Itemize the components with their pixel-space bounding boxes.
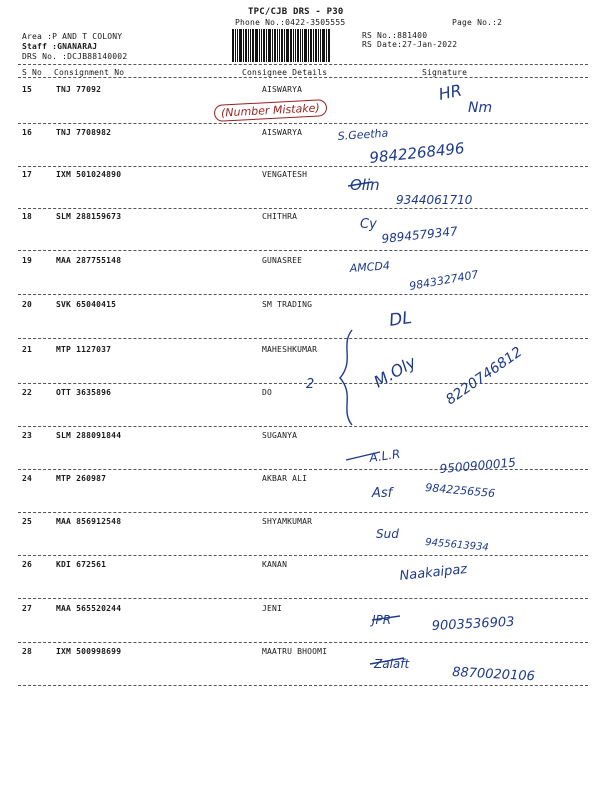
divider [18,64,588,65]
row-sno: 15 [22,85,33,94]
handwritten-text: 9344061710 [396,193,473,207]
handwritten-text: 9894579347 [380,224,459,246]
row-consignment: MTP 260987 [56,474,107,483]
row-consignment: SLM 288159673 [56,212,122,221]
handwritten-text: 9843327407 [408,267,480,293]
handwritten-text: 9003536903 [431,614,515,634]
handwritten-text: Nm [468,100,493,116]
divider [18,77,588,78]
row-consignee: CHITHRA [262,212,298,221]
col-header-consignee: Consignee Details [242,68,328,77]
strike-mark [346,452,380,460]
row-divider [18,383,588,384]
handwritten-text: S.Geetha [337,126,389,143]
row-sno: 23 [22,431,33,440]
row-consignee: JENI [262,604,283,613]
row-divider [18,555,588,556]
row-divider [18,685,588,686]
row-divider [18,469,588,470]
row-consignment: MTP 1127037 [56,345,112,354]
row-sno: 28 [22,647,33,656]
row-sno: 26 [22,560,33,569]
row-sno: 25 [22,517,33,526]
row-consignment: KDI 672561 [56,560,107,569]
handwritten-text: Sud [376,527,399,541]
handwritten-text: 8220746812 [443,344,526,409]
row-divider [18,642,588,643]
row-sno: 18 [22,212,33,221]
strike-mark [372,616,400,620]
row-divider [18,123,588,124]
number-mistake-note: (Number Mistake) [214,99,327,122]
handwritten-text: A.L.R [368,446,402,465]
area-label: Area :P AND T COLONY [22,32,123,41]
handwritten-text: 2 [306,377,315,392]
handwritten-text: Naakaipaz [398,561,468,584]
drs-number: DRS No. :DCJB88140002 [22,52,128,61]
handwritten-text: 9455613934 [424,537,490,554]
row-consignment: IXM 501024890 [56,170,122,179]
row-divider [18,250,588,251]
row-divider [18,512,588,513]
row-consignee: SM TRADING [262,300,313,309]
handwritten-text: JPR [372,613,392,627]
row-consignment: MAA 287755148 [56,256,122,265]
row-sno: 17 [22,170,33,179]
row-consignment: SLM 288091844 [56,431,122,440]
col-header-signature: Signature [422,68,468,77]
row-consignment: IXM 500998699 [56,647,122,656]
row-consignee: KANAN [262,560,288,569]
row-divider [18,338,588,339]
row-divider [18,598,588,599]
row-consignee: AKBAR ALI [262,474,308,483]
row-consignee: SUGANYA [262,431,298,440]
handwritten-text: 9842256556 [424,481,496,501]
row-consignee: MAHESHKUMAR [262,345,318,354]
row-consignment: MAA 565520244 [56,604,122,613]
handwritten-text: 9500900015 [439,455,517,476]
row-sno: 21 [22,345,33,354]
rs-number: RS No.:881400 [362,31,428,40]
row-consignment: TNJ 7708982 [56,128,112,137]
row-sno: 19 [22,256,33,265]
document-title: TPC/CJB DRS - P30 [248,7,344,17]
handwritten-text: Olin [350,176,380,194]
barcode-image [232,29,354,62]
row-sno: 27 [22,604,33,613]
handwritten-text: DL [387,308,414,331]
col-header-sno: S No [22,68,43,77]
row-sno: 20 [22,300,33,309]
row-consignee: VENGATESH [262,170,308,179]
brace-mark [340,330,352,425]
row-divider [18,294,588,295]
row-divider [18,166,588,167]
row-consignee: DO [262,388,273,397]
strike-mark [348,182,372,186]
staff-label: Staff :GNANARAJ [22,42,98,51]
page-number: Page No.:2 [452,18,503,27]
handwritten-text: Asf [372,486,393,501]
handwritten-text: 9842268496 [368,139,466,167]
handwritten-text: 8870020106 [451,665,536,685]
handwritten-text: M.Oly [370,352,420,392]
row-sno: 24 [22,474,33,483]
row-divider [18,426,588,427]
row-consignment: OTT 3635896 [56,388,112,397]
row-sno: 22 [22,388,33,397]
row-consignment: TNJ 77092 [56,85,102,94]
row-consignee: MAATRU BHOOMI [262,647,328,656]
row-consignment: SVK 65040415 [56,300,117,309]
handwritten-text: AMCD4 [349,259,391,275]
phone-number: Phone No.:0422-3505555 [235,18,346,27]
col-header-consignment: Consignment No [54,68,125,77]
handwritten-text: Cy [360,217,377,232]
row-divider [18,208,588,209]
strike-mark [370,658,404,664]
row-consignee: AISWARYA [262,128,303,137]
row-sno: 16 [22,128,33,137]
row-consignee: AISWARYA [262,85,303,94]
handwritten-text: Zalaft [374,657,410,671]
row-consignee: SHYAMKUMAR [262,517,313,526]
rs-date: RS Date:27-Jan-2022 [362,40,458,49]
row-consignee: GUNASREE [262,256,303,265]
row-consignment: MAA 856912548 [56,517,122,526]
handwritten-text: HR [436,80,464,104]
